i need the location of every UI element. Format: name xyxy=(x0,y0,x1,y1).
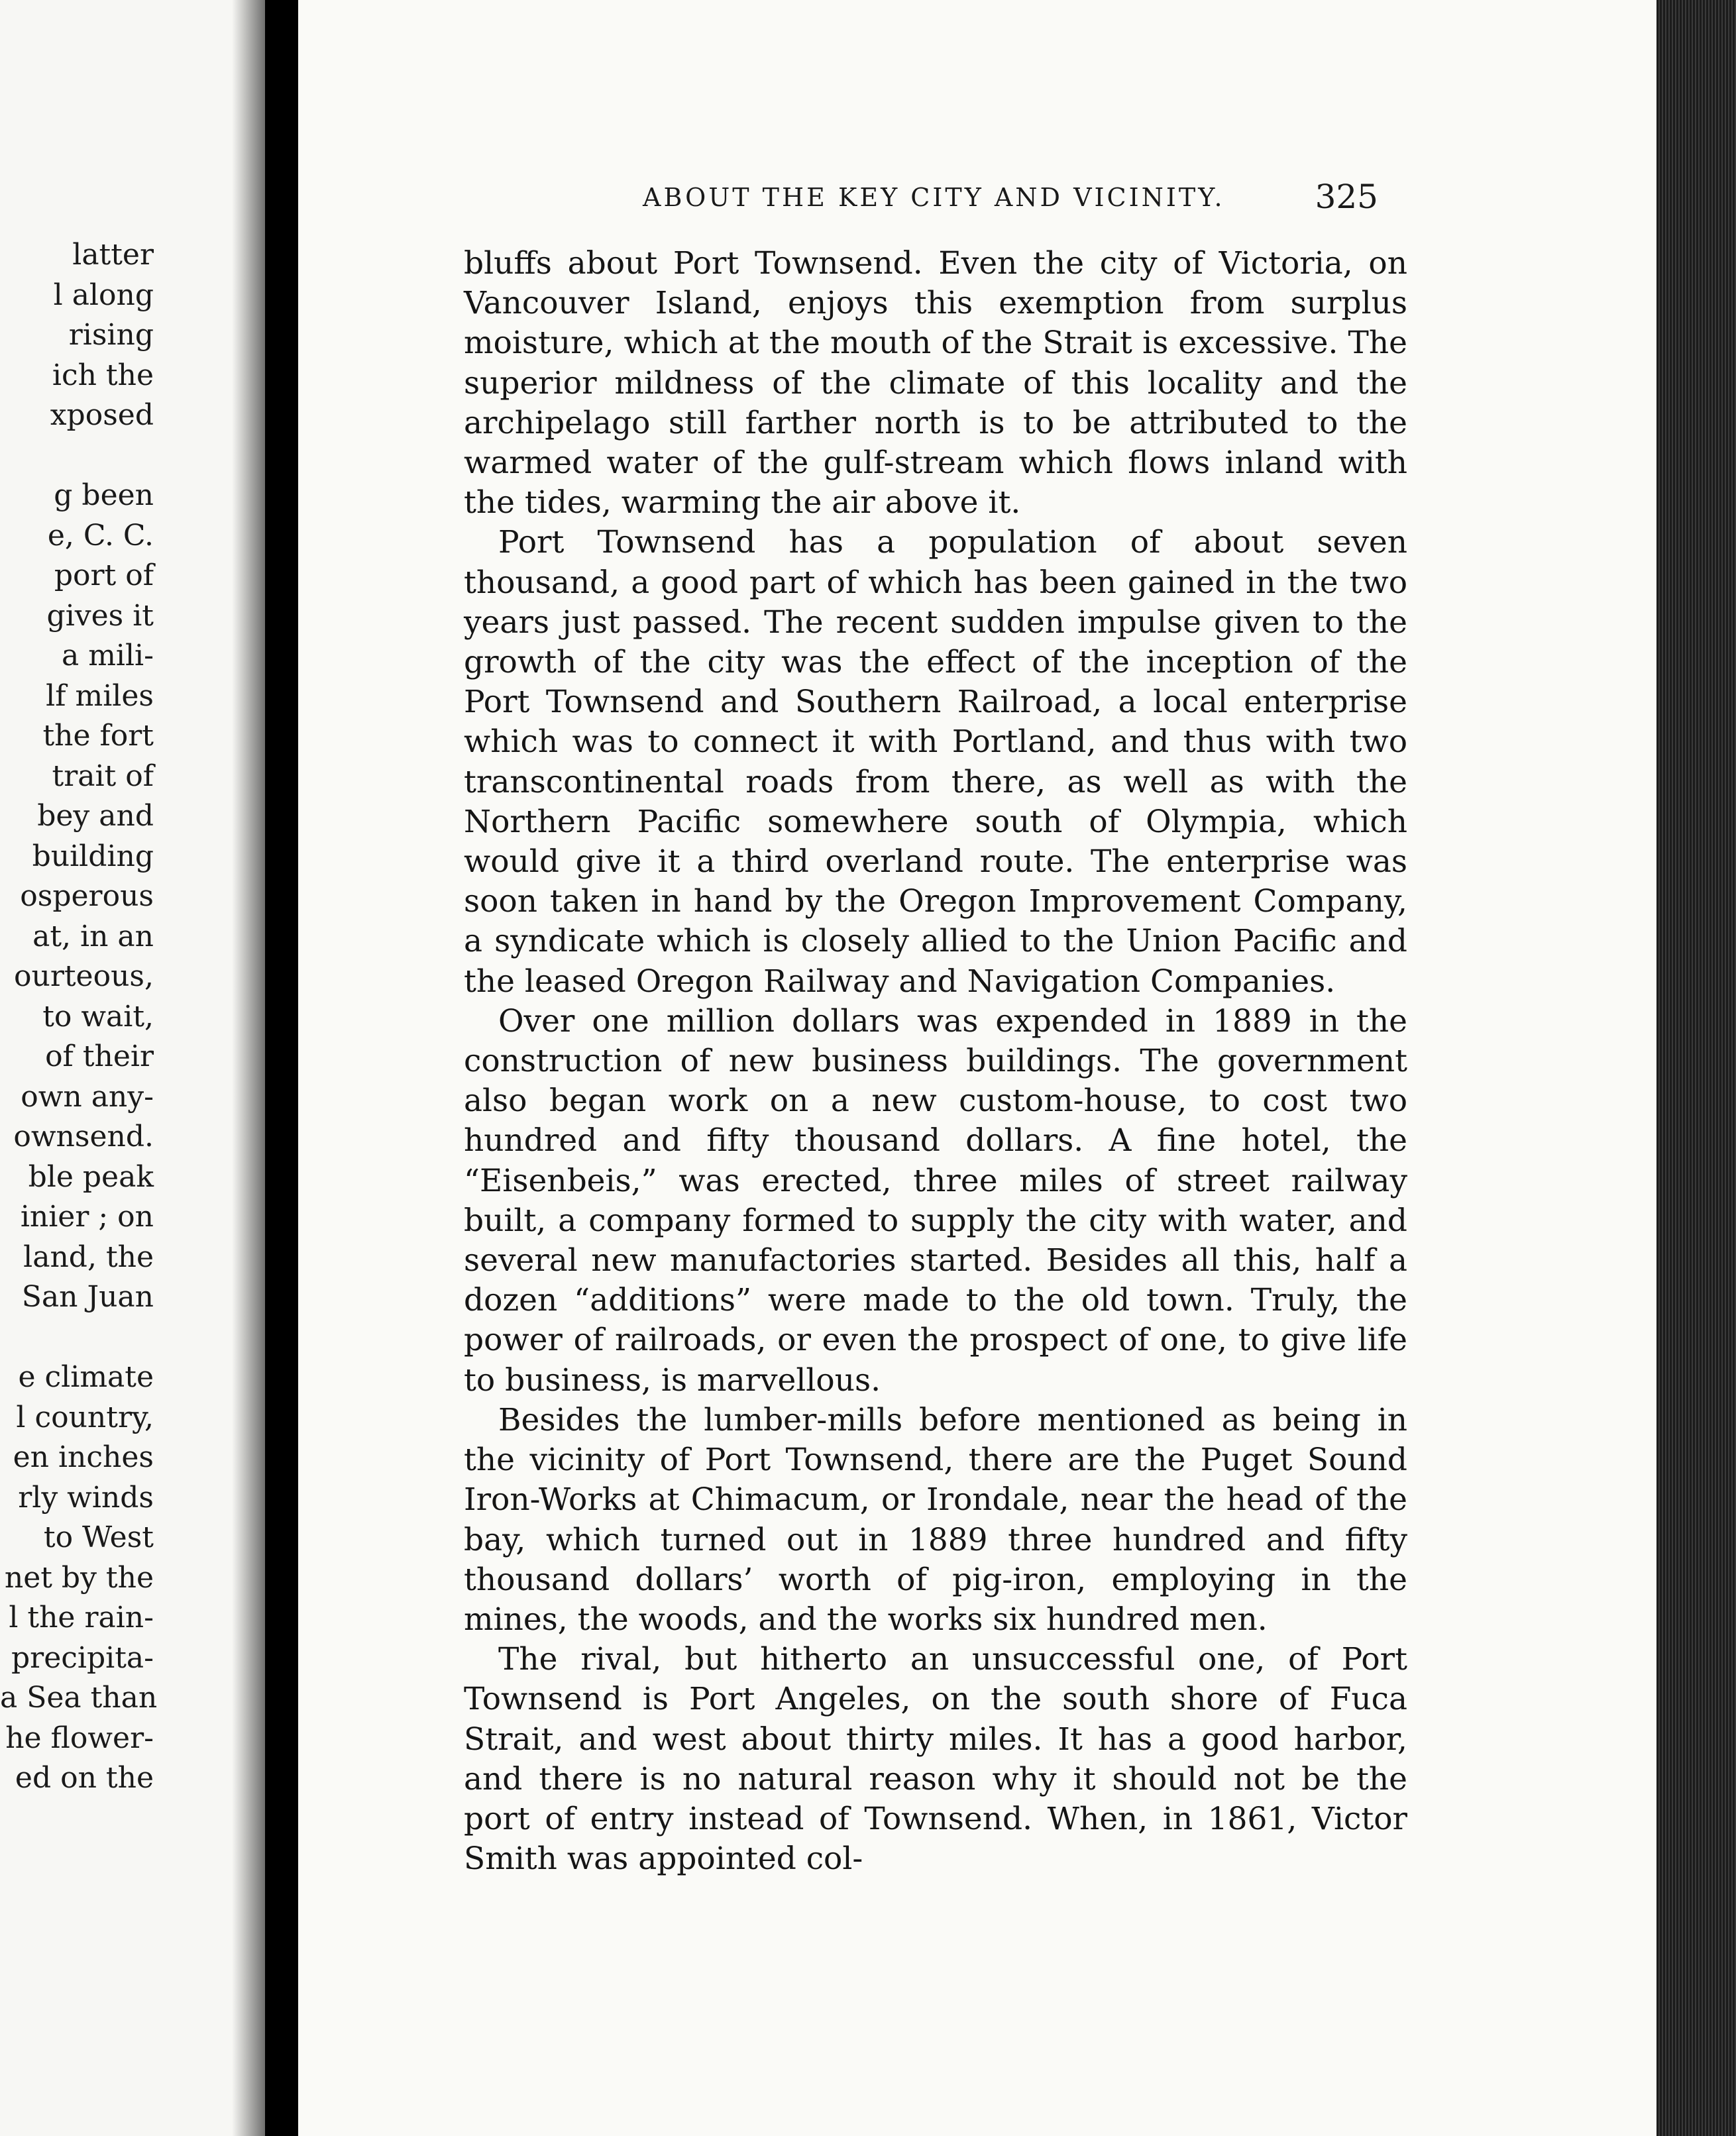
page-curl-shadow xyxy=(232,0,265,2136)
facing-page-line: land, the xyxy=(23,1240,154,1274)
paragraph: Besides the lumber-mills before mentioned as being in the vicinity of Port Townsend, there are the Puget Sound Iron-Works at Chimacum, or Irondale, near the head of the bay, which turned out in 1889 three hundred and fifty thousand dollars’ worth of pig-iron, employing in the mines, the woods, and the works six hundred men. xyxy=(464,1401,1407,1638)
facing-page-line: e climate xyxy=(18,1360,154,1394)
facing-page-line: trait of xyxy=(52,759,154,793)
body-text xyxy=(464,244,1407,1879)
running-head-title: ABOUT THE KEY CITY AND VICINITY. xyxy=(643,183,1225,212)
facing-page-line: net by the xyxy=(4,1560,154,1595)
facing-page-line: San Juan xyxy=(21,1280,154,1314)
facing-page-line: at, in an xyxy=(32,919,154,953)
facing-page-line: the fort xyxy=(42,719,154,753)
paragraph: The rival, but hitherto an unsuccessful one, of Port Townsend is Port Angeles, on the south shore of Fuca Strait, and west about thirty miles. It has a good harbor, and there is no natural reason why it should not be the port of entry instead of Townsend. When, in 1861, Victor Smith was appointed col- xyxy=(464,1641,1407,1878)
facing-page-line: ble peak xyxy=(28,1159,154,1194)
facing-page-line: en inches xyxy=(13,1440,154,1474)
facing-page-line: latter xyxy=(72,238,154,272)
facing-page-line: g been xyxy=(54,478,154,512)
fragment-gap xyxy=(0,436,154,476)
facing-page-text-fragments xyxy=(0,235,158,1799)
facing-page-line: rly winds xyxy=(18,1480,154,1515)
facing-page-line: to West xyxy=(43,1521,154,1554)
facing-page-line: l along xyxy=(53,278,154,312)
paragraph: Port Townsend has a population of about seven thousand, a good part of which has been gained in the two years just passed. The recent sudden impulse given to the growth of the city was the effect of the inception of the Port Townsend and Southern Railroad, a local enterprise which was to connect it with Portland, and thus with two transcontinental roads from there, as well as with the Northern Pacific somewhere south of Olympia, which would give it a third overland route. The enterprise was soon taken in hand by the Oregon Improvement Company, a syndicate which is closely allied to the Union Pacific and the leased Oregon Railway and Navigation Companies. xyxy=(464,524,1407,1000)
running-head xyxy=(331,178,1378,217)
facing-page-line: l country, xyxy=(16,1400,154,1434)
fragment-gap xyxy=(0,1318,154,1358)
facing-page-line: xposed xyxy=(50,398,154,432)
facing-page-line: rising xyxy=(68,318,154,352)
page-edges xyxy=(1656,0,1736,2136)
facing-page-line: l the rain- xyxy=(9,1601,154,1634)
facing-page-line: osperous xyxy=(20,879,154,913)
facing-page-line: gives it xyxy=(46,598,154,633)
facing-page-line: to wait, xyxy=(42,999,154,1034)
facing-page-line: precipita- xyxy=(11,1640,154,1675)
facing-page-line: lf miles xyxy=(46,678,154,713)
facing-page-line: ich the xyxy=(52,358,154,392)
facing-page-line: inier ; on xyxy=(20,1200,154,1234)
facing-page-line: building xyxy=(32,839,154,873)
facing-page-line: e, C. C. xyxy=(47,518,154,553)
facing-page-line: ed on the xyxy=(15,1761,154,1795)
facing-page-line: bey and xyxy=(37,799,154,833)
facing-page-line: of their xyxy=(45,1040,154,1073)
facing-page-left xyxy=(0,0,265,2136)
facing-page-line: a Sea than xyxy=(0,1681,158,1715)
paragraph-continued: bluffs about Port Townsend. Even the city of Victoria, on Vancouver Island, enjoys this exemption from surplus moisture, which at the mouth of the Strait is excessive. The superior mildness of the climate of this locality and the archipelago still farther north is to be attributed to the warmed water of the gulf-stream which flows inland with the tides, warming the air above it. xyxy=(464,245,1407,521)
facing-page-line: a mili- xyxy=(61,639,154,672)
page-number: 325 xyxy=(1315,178,1378,216)
facing-page-line: ownsend. xyxy=(13,1120,154,1153)
book-gutter xyxy=(265,0,298,2136)
facing-page-line: he flower- xyxy=(5,1721,154,1755)
facing-page-line: own any- xyxy=(21,1079,154,1114)
paragraph: Over one million dollars was expended in 1889 in the construction of new business buildings. The government also began work on a new custom-house, to cost two hundred and fifty thousand dollars. A fine hotel, the “Eisenbeis,” was erected, three miles of street railway built, a company formed to supply the city with water, and several new manufactories started. Besides all this, half a dozen “additions” were made to the old town. Truly, the power of railroads, or even the prospect of one, to give life to business, is marvellous. xyxy=(464,1002,1407,1399)
facing-page-line: ourteous, xyxy=(14,959,154,993)
facing-page-line: port of xyxy=(54,559,154,592)
